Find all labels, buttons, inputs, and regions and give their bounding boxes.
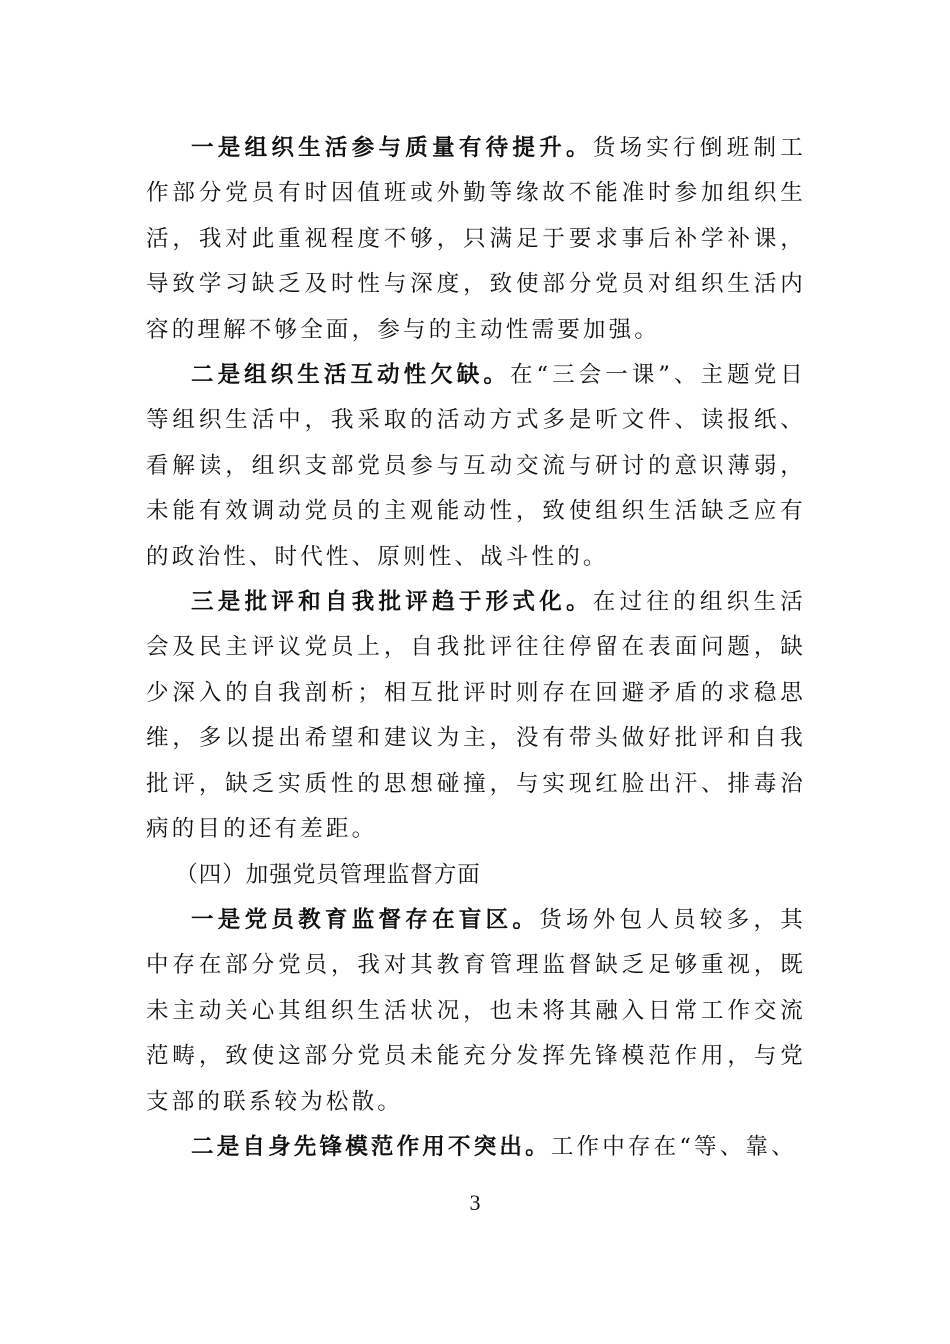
page-number: 3: [469, 1190, 481, 1215]
paragraph-lead: 二是自身先锋模范作用不突出。: [191, 1133, 551, 1160]
paragraph-lead: 一是组织生活参与质量有待提升。: [191, 135, 593, 161]
paragraph-text: 工作中存在“等、靠、: [550, 1133, 797, 1160]
paragraph-lead: 二是组织生活互动性欠缺。: [191, 362, 510, 389]
paragraph-lead: 一是党员教育监督存在盲区。: [191, 906, 540, 933]
paragraph-organization-participation: [146, 126, 806, 353]
paragraph-text: 货场外包人员较多，其中存在部分党员，我对其教育管理监督缺乏足够重视，既未主动关心其组织生活状况，也未将其融入日常工作交流范畴，致使这部分党员未能充分发挥先锋模范作用，与党支部的联系较为松散。: [146, 906, 806, 1115]
paragraph-text: 货场实行倒班制工作部分党员有时因值班或外勤等缘故不能准时参加组织生活，我对此重视程度不够，只满足于要求事后补学补课，导致学习缺乏及时性与深度，致使部分党员对组织生活内容的理解不够全面，参与的主动性需要加强。: [146, 135, 806, 343]
section-heading: （四）加强党员管理监督方面: [175, 861, 481, 888]
paragraph-organization-interaction: [146, 353, 806, 580]
paragraph-criticism-formality: [146, 580, 806, 852]
paragraph-text: 在过往的组织生活会及民主评议党员上，自我批评往往停留在表面问题，缺少深入的自我剖析；相互批评时则存在回避矛盾的求稳思维，多以提出希望和建议为主，没有带头做好批评和自我批评，缺乏实质性的思想碰撞，与实现红脸出汗、排毒治病的目的还有差距。: [146, 589, 806, 843]
paragraph-text: 在“三会一课”、主题党日等组织生活中，我采取的活动方式多是听文件、读报纸、看解读，组织支部党员参与互动交流与研讨的意识薄弱，未能有效调动党员的主观能动性，致使组织生活缺乏应有的政治性、时代性、原则性、战斗性的。: [146, 362, 806, 570]
paragraph-education-supervision: [146, 898, 806, 1125]
paragraph-exemplary-role: [146, 1125, 806, 1170]
document-body: [146, 126, 806, 1170]
paragraph-lead: 三是批评和自我批评趋于形式化。: [191, 589, 593, 616]
